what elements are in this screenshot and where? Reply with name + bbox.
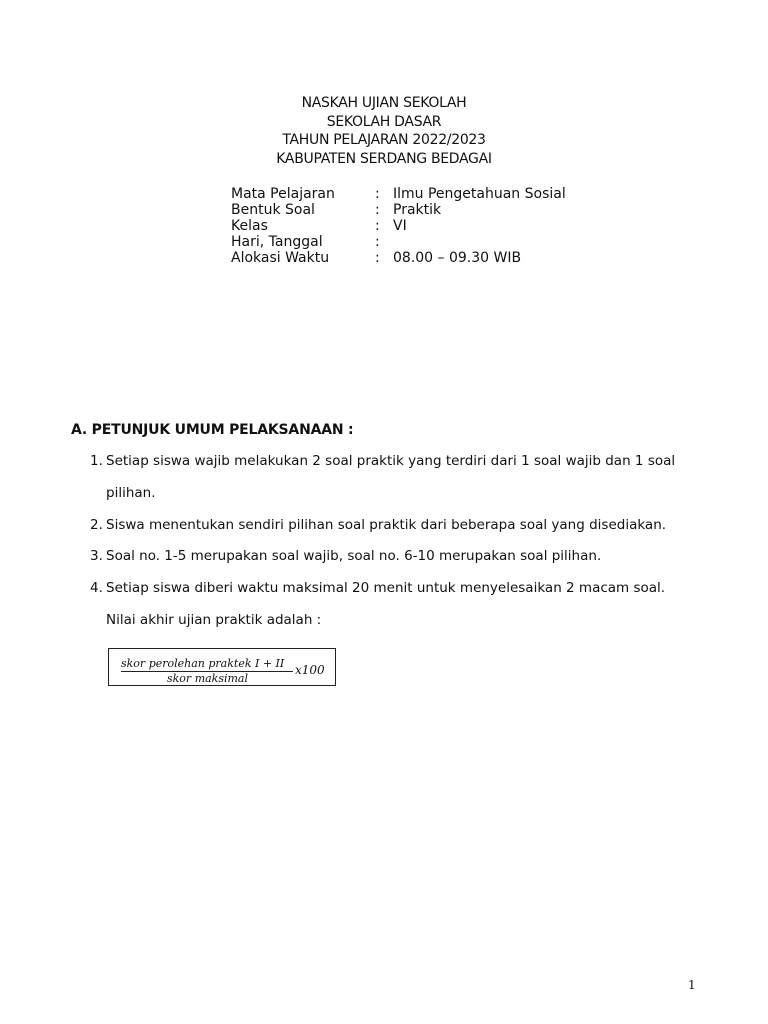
header-academic-year: TAHUN PELAJARAN 2022/2023 — [282, 132, 486, 148]
list-item-text: Setiap siswa diberi waktu maksimal 20 menit untuk menyelesaikan 2 macam soal. — [106, 580, 666, 596]
list-item-text: Setiap siswa wajib melakukan 2 soal praktik yang terdiri dari 1 soal wajib dan 1 soal — [106, 453, 676, 469]
header-regency: KABUPATEN SERDANG BEDAGAI — [276, 150, 492, 167]
formula-multiplier: x100 — [295, 663, 325, 677]
info-separator: : — [375, 234, 380, 250]
list-item-text: pilihan. — [106, 485, 156, 501]
info-separator: : — [375, 202, 380, 218]
list-item-text: Soal no. 1-5 merupakan soal wajib, soal no. 6-10 merupakan soal pilihan. — [106, 548, 602, 564]
page-number: 1 — [688, 978, 696, 992]
formula-numerator: skor perolehan praktek I + II — [121, 657, 285, 670]
list-item-number: 2. — [90, 517, 103, 533]
info-label: Alokasi Waktu — [231, 250, 330, 266]
info-value: VI — [393, 218, 407, 234]
list-item-number: 1. — [90, 453, 103, 469]
info-separator: : — [375, 218, 380, 234]
list-item-text: Siswa menentukan sendiri pilihan soal praktik dari beberapa soal yang disediakan. — [106, 517, 667, 533]
header-title: NASKAH UJIAN SEKOLAH — [301, 95, 467, 111]
info-label: Kelas — [231, 218, 268, 234]
info-value: Praktik — [393, 202, 442, 218]
score-formula — [108, 648, 336, 686]
info-separator: : — [375, 186, 380, 202]
info-label: Hari, Tanggal — [231, 234, 323, 250]
info-label: Bentuk Soal — [231, 202, 315, 218]
document-header — [0, 94, 768, 168]
list-item-number: 3. — [90, 548, 103, 564]
list-item-number: 4. — [90, 580, 103, 596]
list-item-text: Nilai akhir ujian praktik adalah : — [106, 612, 322, 628]
info-separator: : — [375, 250, 380, 266]
formula-denominator: skor maksimal — [167, 672, 249, 685]
info-label: Mata Pelajaran — [231, 186, 335, 202]
section-title: A. PETUNJUK UMUM PELAKSANAAN : — [71, 422, 354, 438]
header-school-level: SEKOLAH DASAR — [326, 113, 442, 130]
info-value: 08.00 – 09.30 WIB — [393, 250, 522, 266]
info-value: Ilmu Pengetahuan Sosial — [393, 186, 566, 202]
